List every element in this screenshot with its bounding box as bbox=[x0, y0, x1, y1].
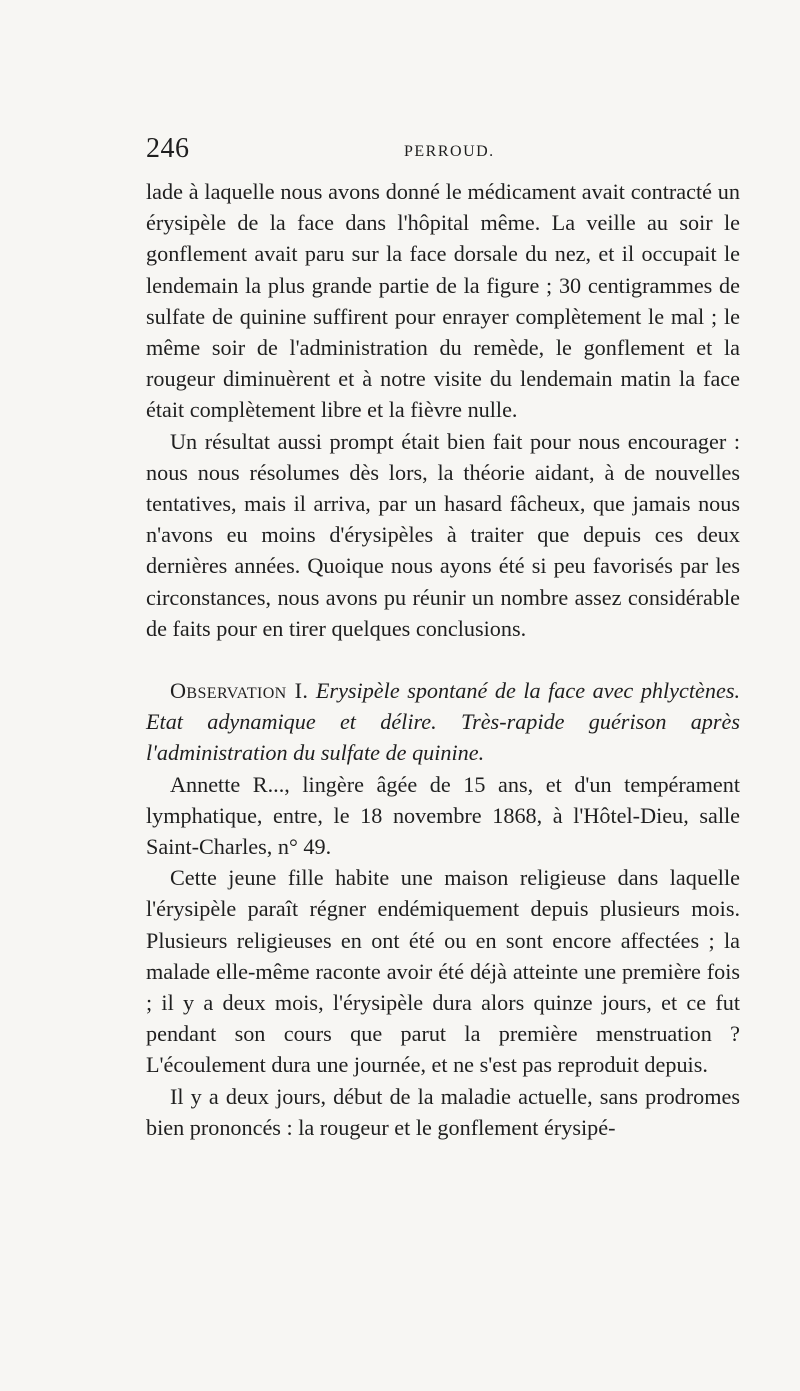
paragraph-continuation: lade à laquelle nous avons donné le médicament avait contracté un érysipèle de la face dans l'hôpital même. La veille au soir le gonflement avait paru sur la face dorsale du nez, et il occupait le lendemain la plus grande partie de la figure ; 30 centigrammes de sulfate de quinine suffirent pour enrayer complètement le mal ; le même soir de l'administration du remède, le gonflement et la rougeur diminuèrent et à notre visite du lendemain matin la face était complètement libre et la fièvre nulle. bbox=[146, 179, 740, 423]
body-text bbox=[146, 176, 740, 1143]
paragraph-result: Un résultat aussi prompt était bien fait pour nous encourager : nous nous résolumes dès lors, la théorie aidant, à de nouvelles tentatives, mais il arriva, par un hasard fâcheux, que jamais nous n'avons eu moins d'érysipèles à traiter que depuis ces deux dernières années. Quoique nous ayons été si peu favorisés par les circonstances, nous avons pu réunir un nombre assez considérable de faits pour en tirer quelques conclusions. bbox=[146, 428, 740, 641]
page-header bbox=[146, 134, 740, 168]
observation-heading bbox=[146, 675, 740, 769]
paragraph-history: Cette jeune fille habite une maison religieuse dans laquelle l'érysipèle paraît régner endémiquement depuis plusieurs mois. Plusieurs religieuses en ont été ou en sont encore affectées ; la malade elle-même raconte avoir été déjà atteinte une première fois ; il y a deux mois, l'érysipèle dura alors quinze jours, et ce fut pendant son cours que parut la première menstruation ? L'écoulement dura une journée, et ne s'est pas reproduit depuis. bbox=[146, 865, 740, 1078]
observation-title: Erysipèle spontané de la face avec phlyctènes. Etat adynamique et délire. Très-rapide guérison après l'administration du sulfate de quinine. bbox=[146, 678, 740, 766]
running-head: PERROUD. bbox=[404, 143, 495, 160]
observation-label: Observation I. bbox=[170, 678, 309, 704]
paragraph-patient: Annette R..., lingère âgée de 15 ans, et d'un tempérament lymphatique, entre, le 18 novembre 1868, à l'Hôtel-Dieu, salle Saint-Charles, n° 49. bbox=[146, 771, 740, 860]
paragraph-onset: Il y a deux jours, début de la maladie actuelle, sans prodromes bien prononcés : la rougeur et le gonflement érysipé- bbox=[146, 1083, 740, 1140]
page-number: 246 bbox=[146, 133, 190, 164]
